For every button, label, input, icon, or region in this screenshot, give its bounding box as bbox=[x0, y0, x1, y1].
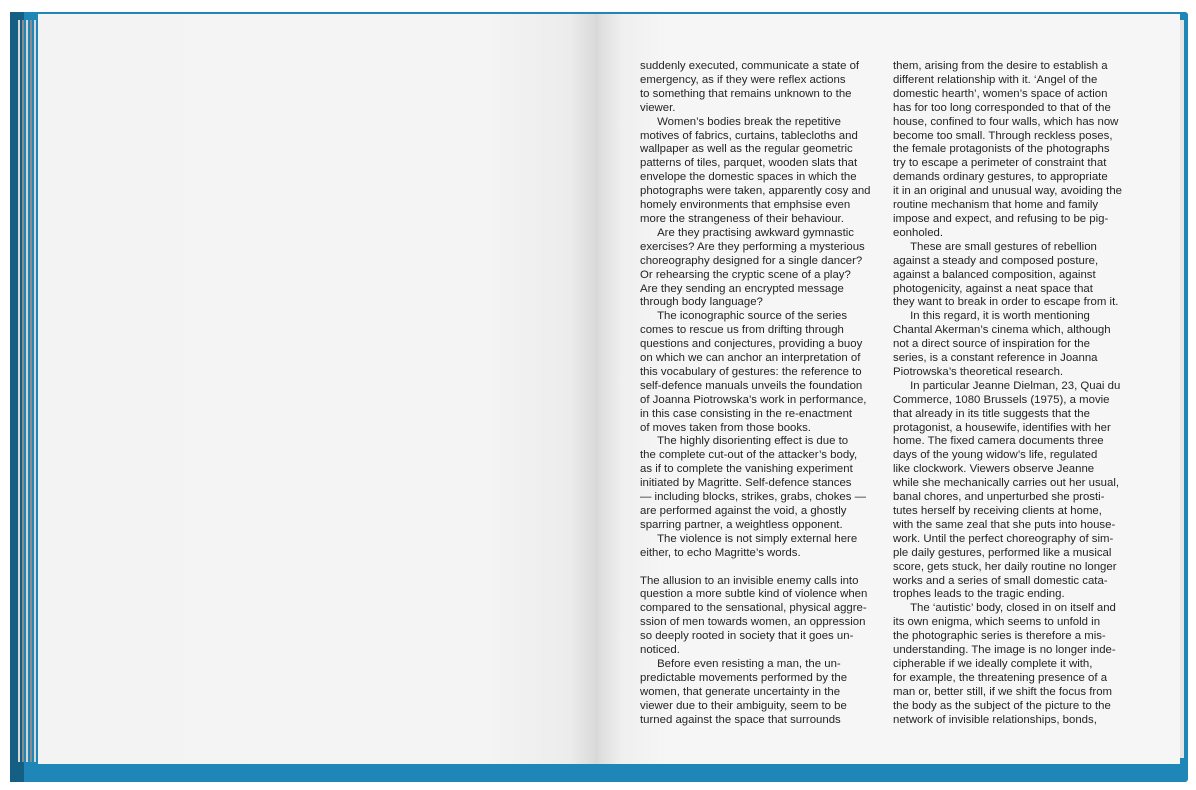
text-line: them, arising from the desire to establish a bbox=[893, 60, 1108, 72]
text-line: become too small. Through reckless poses, bbox=[893, 129, 1113, 142]
text-line: patterns of tiles, parquet, wooden slats that bbox=[640, 157, 858, 170]
text-line: choreography designed for a single dancer? bbox=[640, 254, 863, 267]
text-line: different relationship with it. ‘Angel of the bbox=[893, 73, 1098, 86]
text-line: of moves taken from those books. bbox=[640, 421, 811, 434]
text-line: home. The fixed camera documents three bbox=[893, 435, 1104, 448]
text-line: house, confined to four walls, which has now bbox=[893, 115, 1119, 128]
text-line: the photographic series is therefore a mis- bbox=[893, 630, 1106, 643]
text-line: viewer. bbox=[640, 101, 676, 114]
text-line: The ‘autistic’ body, closed in on itself and bbox=[893, 602, 1116, 615]
text-line: noticed. bbox=[640, 644, 680, 657]
text-line: ple daily gestures, performed like a musical bbox=[893, 546, 1112, 559]
text-column-left bbox=[640, 60, 871, 727]
text-line: The violence is not simply external here bbox=[640, 532, 858, 545]
text-line: emergency, as if they were reflex actions bbox=[640, 73, 846, 86]
text-line: Are they practising awkward gymnastic bbox=[640, 226, 854, 239]
text-line: work. Until the perfect choreography of sim- bbox=[893, 532, 1114, 545]
text-line: with the same zeal that she puts into house- bbox=[893, 518, 1116, 531]
text-line: In particular Jeanne Dielman, 23, Quai du bbox=[893, 379, 1121, 392]
text-line: network of invisible relationships, bonds, bbox=[893, 713, 1097, 726]
text-line: more the strangeness of their behaviour. bbox=[640, 212, 844, 225]
text-line: the body as the subject of the picture to the bbox=[893, 699, 1111, 712]
text-line: try to escape a perimeter of constraint that bbox=[893, 157, 1107, 170]
text-line: so deeply rooted in society that it goes un- bbox=[640, 630, 854, 643]
text-line: predictable movements performed by the bbox=[640, 671, 848, 684]
text-line: ssion of men towards women, an oppression bbox=[640, 616, 866, 629]
text-line: this vocabulary of gestures: the reference to bbox=[640, 365, 862, 378]
text-line: the female protagonists of the photographs bbox=[893, 143, 1110, 156]
text-line: The allusion to an invisible enemy calls into bbox=[640, 574, 859, 587]
text-line: The highly disorienting effect is due to bbox=[640, 435, 849, 448]
text-line: of Joanna Piotrowska’s work in performance, bbox=[640, 393, 867, 406]
page-edges bbox=[18, 20, 40, 762]
text-line: demands ordinary gestures, to appropriate bbox=[893, 171, 1108, 184]
text-line: compared to the sensational, physical aggre- bbox=[640, 602, 867, 615]
text-line: that already in its title suggests that the bbox=[893, 407, 1090, 420]
text-line: envelope the domestic spaces in which the bbox=[640, 171, 857, 184]
text-line: are performed against the void, a ghostly bbox=[640, 505, 847, 517]
text-line: questions and conjectures, providing a buoy bbox=[640, 338, 863, 351]
text-line: tutes herself by receiving clients at home, bbox=[893, 505, 1102, 517]
text-line: understanding. The image is no longer inde- bbox=[893, 644, 1116, 657]
text-line: Piotrowska’s theoretical research. bbox=[893, 365, 1064, 378]
text-line: wallpaper as well as the regular geometric bbox=[640, 143, 853, 156]
text-line: Are they sending an encrypted message bbox=[640, 282, 844, 295]
text-line: on which we can anchor an interpretation of bbox=[640, 352, 861, 365]
text-line: banal chores, and unperturbed she prosti- bbox=[893, 491, 1105, 504]
text-line: either, to echo Magritte’s words. bbox=[640, 546, 801, 559]
text-line: viewer due to their ambiguity, seem to be bbox=[640, 699, 847, 712]
text-line: has for too long corresponded to that of the bbox=[893, 101, 1111, 114]
text-line: they want to break in order to escape from it. bbox=[893, 296, 1119, 309]
text-line: in this case consisting in the re-enactment bbox=[640, 407, 853, 420]
text-line: the complete cut-out of the attacker’s body, bbox=[640, 449, 858, 462]
text-line: as if to complete the vanishing experiment bbox=[640, 463, 853, 476]
text-line: — including blocks, strikes, grabs, chokes — bbox=[640, 491, 867, 504]
text-line: In this regard, it is worth mentioning bbox=[893, 310, 1090, 323]
text-line: women, that generate uncertainty in the bbox=[640, 685, 841, 698]
text-line: turned against the space that surrounds bbox=[640, 713, 841, 726]
text-line: comes to rescue us from drifting through bbox=[640, 324, 844, 337]
text-line: Or rehearsing the cryptic scene of a play? bbox=[640, 268, 851, 281]
text-line: exercises? Are they performing a mysterious bbox=[640, 240, 865, 253]
text-line: man or, better still, if we shift the focus from bbox=[893, 685, 1113, 698]
text-line: Women’s bodies break the repetitive bbox=[640, 115, 841, 128]
text-line: photogenicity, against a neat space that bbox=[893, 282, 1093, 295]
text-line: Commerce, 1080 Brussels (1975), a movie bbox=[893, 393, 1110, 406]
text-line bbox=[640, 561, 865, 575]
text-line: impose and expect, and refusing to be pig- bbox=[893, 212, 1109, 225]
text-line: routine mechanism that home and family bbox=[893, 199, 1099, 212]
left-page-blank bbox=[38, 14, 598, 764]
text-line: trophes leads to the tragic ending. bbox=[893, 588, 1065, 601]
text-line: eonholed. bbox=[893, 226, 944, 239]
text-line: cipherable if we ideally complete it with, bbox=[893, 657, 1093, 670]
text-line: through body language? bbox=[640, 296, 763, 309]
text-line: sparring partner, a weightless opponent. bbox=[640, 518, 843, 531]
text-line: to something that remains unknown to the bbox=[640, 87, 852, 100]
text-line: days of the young widow’s life, regulated bbox=[893, 449, 1098, 462]
text-line: These are small gestures of rebellion bbox=[893, 240, 1097, 253]
text-line: Before even resisting a man, the un- bbox=[640, 657, 841, 670]
text-line: protagonist, a housewife, identifies with her bbox=[893, 421, 1111, 434]
text-line: against a steady and composed posture, bbox=[893, 254, 1099, 267]
text-line: question a more subtle kind of violence when bbox=[640, 588, 868, 601]
text-line: self-defence manuals unveils the foundation bbox=[640, 379, 863, 392]
text-column-right bbox=[893, 60, 1125, 728]
text-line: Chantal Akerman’s cinema which, although bbox=[893, 324, 1111, 337]
text-line: The iconographic source of the series bbox=[640, 310, 848, 323]
text-line: while she mechanically carries out her usual, bbox=[893, 477, 1120, 490]
text-line: its own enigma, which seems to unfold in bbox=[893, 616, 1101, 629]
text-line: series, is a constant reference in Joanna bbox=[893, 352, 1098, 365]
text-line: like clockwork. Viewers observe Jeanne bbox=[893, 463, 1095, 476]
text-line: motives of fabrics, curtains, tablecloths and bbox=[640, 129, 858, 142]
text-line: suddenly executed, communicate a state of bbox=[640, 60, 860, 72]
text-line: against a balanced composition, against bbox=[893, 268, 1096, 281]
text-line: score, gets stuck, her daily routine no longer bbox=[893, 560, 1117, 573]
text-line: domestic hearth’, women’s space of action bbox=[893, 87, 1108, 100]
text-line: it in an original and unusual way, avoiding the bbox=[893, 185, 1123, 198]
text-line: photographs were taken, apparently cosy and bbox=[640, 185, 871, 198]
text-line: works and a series of small domestic cata- bbox=[893, 574, 1108, 587]
text-line: homely environments that emphsise even bbox=[640, 199, 851, 212]
text-line: not a direct source of inspiration for the bbox=[893, 338, 1090, 351]
text-line: initiated by Magritte. Self-defence stances bbox=[640, 477, 852, 490]
text-line: for example, the threatening presence of a bbox=[893, 671, 1108, 684]
